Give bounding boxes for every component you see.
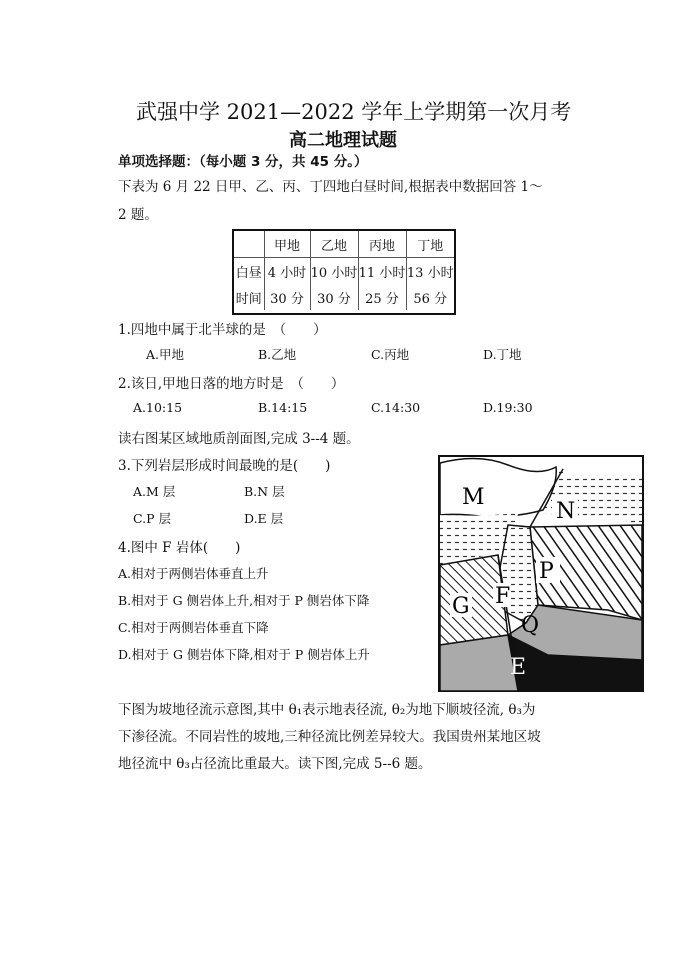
question-2-option-d: D.19:30	[483, 400, 533, 415]
label-p: P	[539, 559, 554, 584]
question-3-option-d: D.E 层	[244, 511, 284, 526]
table-cell: 30 分	[264, 284, 310, 310]
label-m: M	[462, 485, 485, 510]
daylight-table	[234, 231, 454, 310]
question-3-option-c: C.P 层	[133, 511, 171, 526]
question-1-option-b: B.乙地	[258, 347, 297, 362]
question-1-option-a: A.甲地	[146, 347, 185, 362]
question-1-option-d: D.丁地	[483, 347, 522, 362]
intro-1-line-2: 2 题。	[118, 207, 158, 223]
question-1-option-c: C.丙地	[371, 347, 410, 362]
label-e: E	[510, 655, 527, 680]
table-cell: 25 分	[358, 284, 406, 310]
intro-3-line-3: 地径流中 θ₃占径流比重最大。读下图,完成 5--6 题。	[118, 756, 432, 772]
table-header-cell: 乙地	[310, 231, 358, 258]
page-subtitle: 高二地理试题	[289, 130, 397, 151]
question-4-option-c: C.相对于两侧岩体垂直下降	[118, 620, 269, 635]
table-cell: 11 小时	[358, 258, 406, 285]
label-n: N	[556, 499, 576, 524]
table-header-cell: 丙地	[358, 231, 406, 258]
table-header-cell: 丁地	[406, 231, 454, 258]
question-2-option-a: A.10:15	[133, 400, 183, 415]
question-3-option-b: B.N 层	[244, 484, 285, 499]
table-row-label: 时间	[234, 284, 264, 310]
table-cell: 56 分	[413, 291, 448, 307]
table-header-cell: 甲地	[264, 231, 310, 258]
daylight-table-frame	[232, 229, 456, 315]
question-3-option-a: A.M 层	[133, 484, 176, 499]
section-heading: 单项选择题：（每小题 3 分，共 45 分。）	[118, 154, 368, 170]
intro-3-line-1: 下图为坡地径流示意图,其中 θ₁表示地表径流, θ₂为地下顺坡径流, θ₃为	[118, 702, 536, 718]
table-cell: 10 小时	[310, 258, 358, 285]
question-4-option-b: B.相对于 G 侧岩体上升,相对于 P 侧岩体下降	[118, 593, 370, 608]
label-q: Q	[521, 613, 540, 638]
intro-2: 读右图某区域地质剖面图,完成 3--4 题。	[118, 431, 360, 447]
table-row	[234, 284, 454, 310]
label-f: F	[495, 584, 511, 609]
question-1-stem: 1.四地中属于北半球的是 （ ）	[118, 322, 327, 338]
page-title: 武强中学 2021—2022 学年上学期第一次月考	[136, 100, 572, 124]
layer-q-left	[440, 635, 518, 691]
table-cell: 30 分	[310, 284, 358, 310]
table-row	[234, 258, 454, 285]
table-cell: 13 小时	[406, 265, 454, 281]
table-corner-cell	[234, 231, 264, 258]
question-2-stem: 2.该日,甲地日落的地方时是 （ ）	[118, 376, 345, 392]
table-cell: 4 小时	[264, 258, 310, 285]
question-3-stem: 3.下列岩层形成时间最晚的是( )	[118, 458, 331, 474]
question-4-stem: 4.图中 F 岩体( )	[118, 540, 241, 556]
table-header-row	[234, 231, 454, 258]
label-g: G	[452, 594, 470, 619]
question-2-option-b: B.14:15	[258, 400, 308, 415]
geological-cross-section	[438, 455, 644, 692]
question-4-option-a: A.相对于两侧岩体垂直上升	[118, 566, 269, 581]
question-2-option-c: C.14:30	[371, 400, 421, 415]
table-row-label: 白昼	[234, 258, 264, 285]
intro-3-line-2: 下渗径流。不同岩性的坡地,三种径流比例差异较大。我国贵州某地区坡	[118, 729, 541, 745]
question-4-option-d: D.相对于 G 侧岩体下降,相对于 P 侧岩体上升	[118, 647, 370, 662]
intro-1-line-1: 下表为 6 月 22 日甲、乙、丙、丁四地白昼时间,根据表中数据回答 1～	[118, 179, 543, 195]
